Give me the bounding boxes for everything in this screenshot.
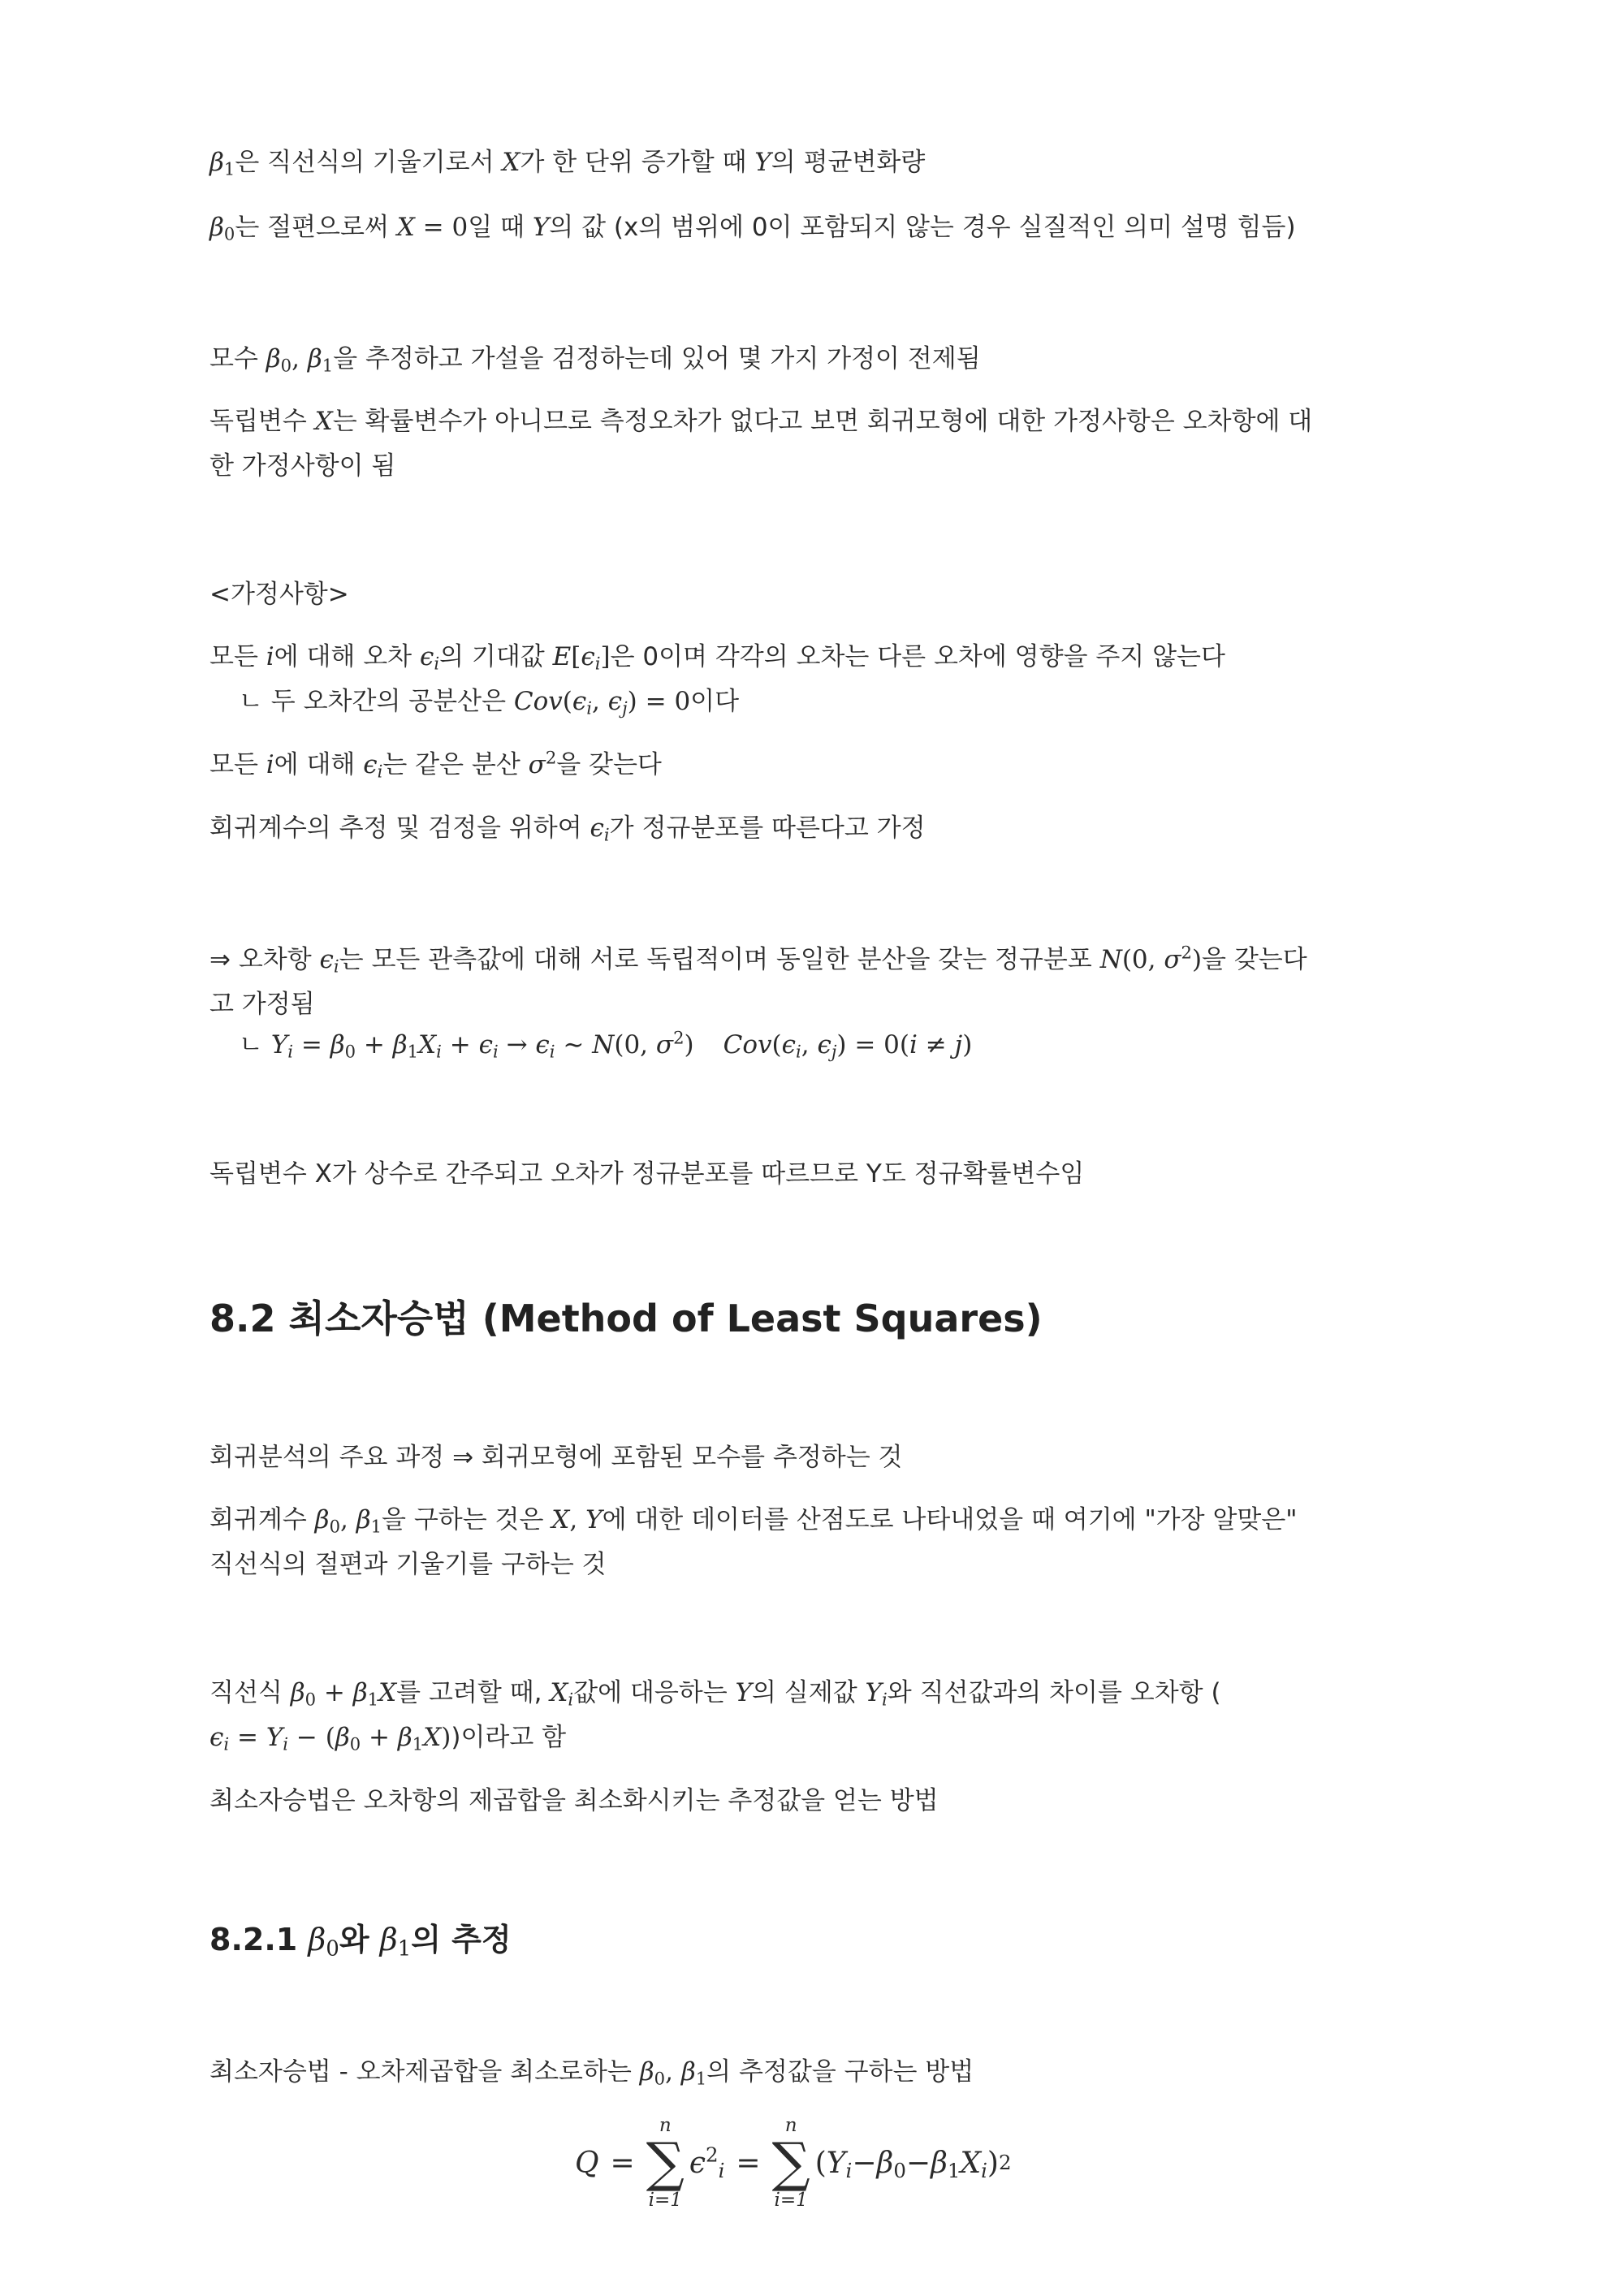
assumption-3: 회귀계수의 추정 및 검정을 위하여 $\epsilon_i$가 정규분포를 따른다고 가정 — [209, 814, 926, 845]
least-squares-definition: 최소자승법은 오차항의 제곱합을 최소화시키는 추정값을 얻는 방법 — [209, 1786, 939, 1815]
regression-coefficient-desc-cont: 직선식의 절편과 기울기를 구하는 것 — [209, 1550, 607, 1579]
independent-variable-note: 독립변수 X는 확률변수가 아니므로 측정오차가 없다고 보면 회귀모형에 대한 가정사항은 오차항에 대 — [209, 407, 1313, 436]
error-conclusion-cont: 고 가정됨 — [209, 990, 315, 1019]
section-heading-8-2: 8.2 최소자승법 (Method of Least Squares) — [209, 1297, 1043, 1340]
section-heading-8-2-1: 8.2.1 $\beta_0$와 $\beta_1$의 추정 — [209, 1922, 512, 1962]
regression-coefficient-desc: 회귀계수 $\beta_0$, $\beta_1$을 구하는 것은 X, Y에 대한 데이터를 산점도로 나타내었을 때 여기에 "가장 알맞은" — [209, 1505, 1298, 1537]
assumption-1: 모든 i에 대해 오차 $\epsilon_i$의 기대값 $E[\epsilon_i]$은 0이며 각각의 오차는 다른 오차에 영향을 주지 않는다 — [209, 642, 1225, 674]
error-term-definition: 직선식 $\beta_0 + \beta_1X$를 고려할 때, $X_i$값에 대응하는 Y의 실제값 $Y_i$와 직선값과의 차이를 오차항 ( — [209, 1678, 1221, 1710]
beta1-definition: $\beta_1$은 직선식의 기울기로서 X가 한 단위 증가할 때 Y의 평균변화량 — [209, 148, 926, 179]
error-conclusion: ⇒ 오차항 $\epsilon_i$는 모든 관측값에 대해 서로 독립적이며 동일한 분산을 갖는 정규분포 N(0, $\sigma^2$)을 갖는다 — [209, 942, 1307, 977]
assumptions-title: <가정사항> — [209, 580, 349, 609]
independent-variable-constant: 독립변수 X가 상수로 간주되고 오차가 정규분포를 따르므로 Y도 정규확률변수임 — [209, 1159, 1085, 1189]
sum-of-squares-equation: Q = n ∑ i=1 $\epsilon^2_i$ = n ∑ i=1 ( $Y_i$ − $\beta_0$ − $\beta_1X_i$ ) 2 — [575, 2115, 1012, 2211]
regression-model-formula: ㄴ $Y_i = \beta_0 + \beta_1X_i + \epsilon_i \to \epsilon_i$ ∼ N(0, $\sigma^2$) $Cov(\epsilon_i$, $\epsilon_j) = 0(i \ne j)$ — [239, 1027, 973, 1062]
error-term-definition-cont: $\epsilon_i = Y_i - (\beta_0 + \beta_1X)$)이라고 함 — [209, 1723, 567, 1754]
beta0-definition: $\beta_0$는 절편으로써 X = 0일 때 Y의 값 (x의 범위에 0이 포함되지 않는 경우 실질적인 의미 설명 힘듬) — [209, 213, 1296, 244]
least-squares-method-desc: 최소자승법 - 오차제곱합을 최소로하는 $\beta_0$, $\beta_1$의 추정값을 구하는 방법 — [209, 2057, 974, 2089]
independent-variable-note-cont: 한 가정사항이 됨 — [209, 451, 396, 481]
regression-main-process: 회귀분석의 주요 과정 ⇒ 회귀모형에 포함된 모수를 추정하는 것 — [209, 1443, 903, 1472]
assumption-2: 모든 i에 대해 $\epsilon_i$는 같은 분산 $\sigma^2$을 갖는다 — [209, 747, 662, 782]
assumption-intro: 모수 $\beta_0$, $\beta_1$을 추정하고 가설을 검정하는데 있어 몇 가지 가정이 전제됨 — [209, 344, 981, 376]
assumption-1-covariance: ㄴ 두 오차간의 공분산은 $Cov(\epsilon_i$, $\epsilon_j) = 0$이다 — [239, 687, 740, 719]
